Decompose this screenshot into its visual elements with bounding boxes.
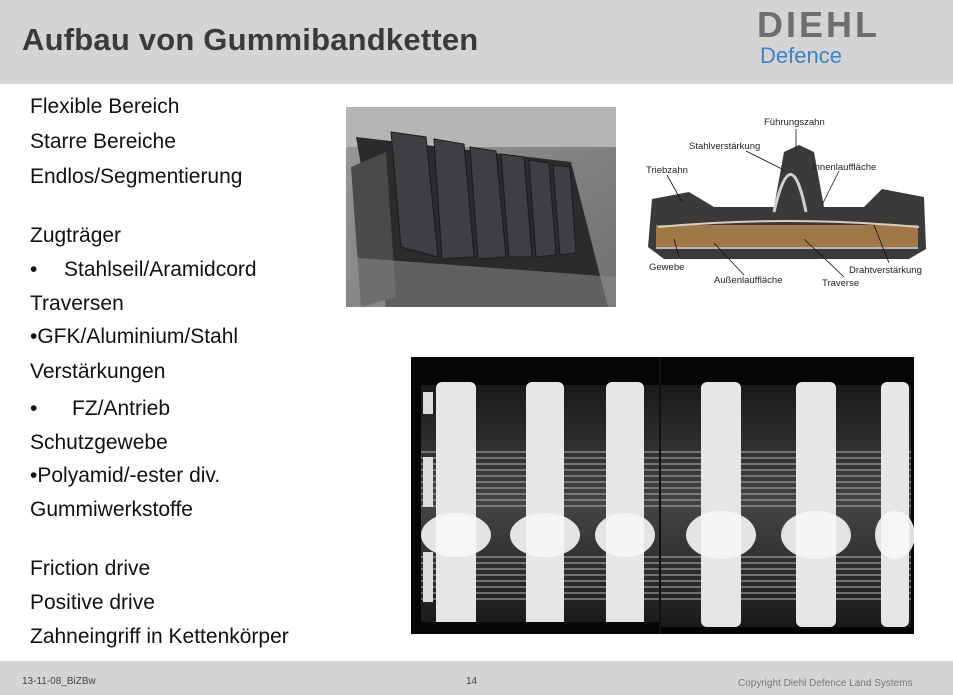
label-stahlverstaerkung: Stahlverstärkung <box>689 141 761 152</box>
footer-date: 13-11-08_BiZBw <box>22 676 96 687</box>
diehl-logo: DIEHL <box>757 4 880 45</box>
list-item-text: FZ/Antrieb <box>72 397 171 420</box>
list-item: Starre Bereiche <box>30 130 176 153</box>
label-gewebe: Gewebe <box>649 262 685 273</box>
label-triebzahn: Triebzahn <box>646 165 688 176</box>
list-item: Flexible Bereich <box>30 95 180 118</box>
list-item: Zugträger <box>30 224 122 247</box>
list-item: Endlos/Segmentierung <box>30 165 243 188</box>
list-item <box>30 397 170 421</box>
bullet-icon: • <box>30 258 38 281</box>
list-item: Schutzgewebe <box>30 431 168 454</box>
list-item: Verstärkungen <box>30 360 166 383</box>
label-traverse: Traverse <box>822 278 860 289</box>
list-item <box>30 258 257 282</box>
list-item: Friction drive <box>30 557 151 580</box>
page-number: 14 <box>466 676 478 687</box>
list-item: •GFK/Aluminium/Stahl <box>30 325 239 348</box>
track-photo <box>346 107 616 307</box>
list-item: Positive drive <box>30 591 155 614</box>
label-innenlaufflaeche: Innenlauffläche <box>812 162 877 173</box>
list-item-text: Stahlseil/Aramidcord <box>64 258 257 281</box>
xray-image <box>411 357 914 634</box>
list-item: Zahneingriff in Kettenkörper <box>30 625 289 648</box>
label-drahtverstaerkung: Drahtverstärkung <box>849 265 922 276</box>
list-item: Traversen <box>30 292 124 315</box>
footer-copyright: Copyright Diehl Defence Land Systems <box>738 678 913 689</box>
list-item: •Polyamid/-ester div. <box>30 464 221 487</box>
label-fuehrungszahn: Führungszahn <box>764 117 825 128</box>
defence-logo-text: Defence <box>760 43 842 68</box>
label-aussenlaufflaeche: Außenlauffläche <box>714 275 783 286</box>
slide-title: Aufbau von Gummibandketten <box>22 22 479 57</box>
list-item: Gummiwerkstoffe <box>30 498 193 521</box>
bullet-icon: • <box>30 397 38 420</box>
cross-section-diagram <box>634 107 937 307</box>
